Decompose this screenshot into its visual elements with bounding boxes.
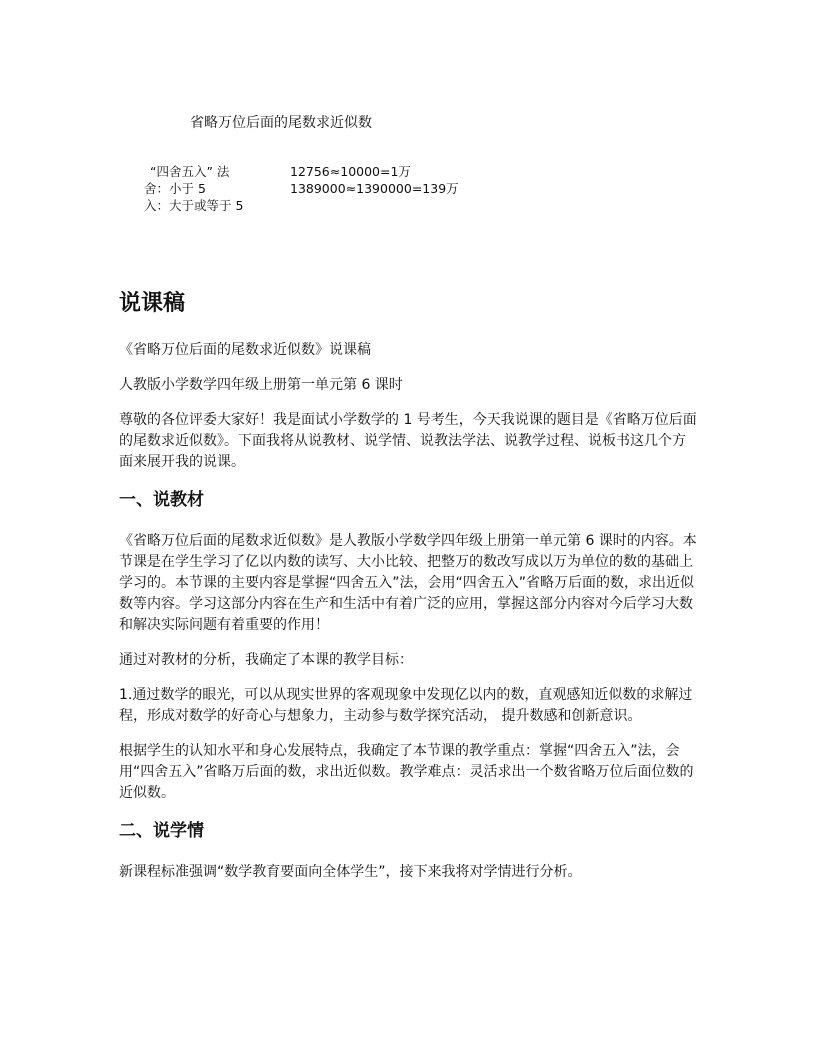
textbook-paragraph: 《省略万位后面的尾数求近似数》是人教版小学数学四年级上册第一单元第 6 课时的内容。本节课是在学生学习了亿以内数的读写、大小比较、把整万的数改写成以万为单位的数的基础上学习的。本节课的主要内容是掌握“四舍五入”法，会用“四舍五入”省略万后面的数，求出近似数等内容。学习这部分内容在生产和生活中有着广泛的应用，掌握这部分内容对今后学习大数和解决实际问题有着重要的作用！ — [119, 533, 697, 633]
intro-paragraph: 尊敬的各位评委大家好！我是面试小学数学的 1 号考生，今天我说课的题目是《省略万位后面的尾数求近似数》。下面我将从说教材、说学情、说教法学法、说教学过程、说板书这几个方面来展开我的说课。 — [119, 412, 697, 470]
lesson-subtitle: 人教版小学数学四年级上册第一单元第 6 课时 — [119, 377, 403, 393]
page-heading: 说课稿 — [119, 291, 186, 316]
lesson-title: 《省略万位后面的尾数求近似数》说课稿 — [119, 342, 371, 358]
key-points-paragraph: 根据学生的认知水平和身心发展特点，我确定了本节课的教学重点：掌握“四舍五入”法，会用“四舍五入”省略万后面的数，求出近似数。教学难点：灵活求出一个数省略万位后面位数的近似数。 — [119, 743, 694, 801]
rule-she: 舍：小于 5 — [144, 181, 206, 196]
goals-intro: 通过对教材的分析，我确定了本课的教学目标： — [119, 652, 413, 668]
document-body — [119, 340, 699, 897]
goal-1: 1.通过数学的眼光，可以从现实世界的客观现象中发现亿以内的数，直观感知近似数的求解过程，形成对数学的好奇心与想象力，主动参与数学探究活动， 提升数感和创新意识。 — [119, 687, 693, 724]
students-paragraph: 新课程标准强调“数学教育要面向全体学生”，接下来我将对学情进行分析。 — [119, 864, 582, 880]
rule-ru: 入：大于或等于 5 — [144, 198, 244, 213]
section-heading-textbook: 一、说教材 — [119, 490, 204, 510]
example-2: 1389000≈1390000=139万 — [290, 181, 459, 196]
rule-heading: “四舍五入” 法 — [150, 164, 230, 179]
example-1: 12756≈10000=1万 — [290, 164, 411, 179]
section-heading-students: 二、说学情 — [119, 821, 204, 841]
blackboard-title: 省略万位后面的尾数求近似数 — [190, 115, 372, 131]
